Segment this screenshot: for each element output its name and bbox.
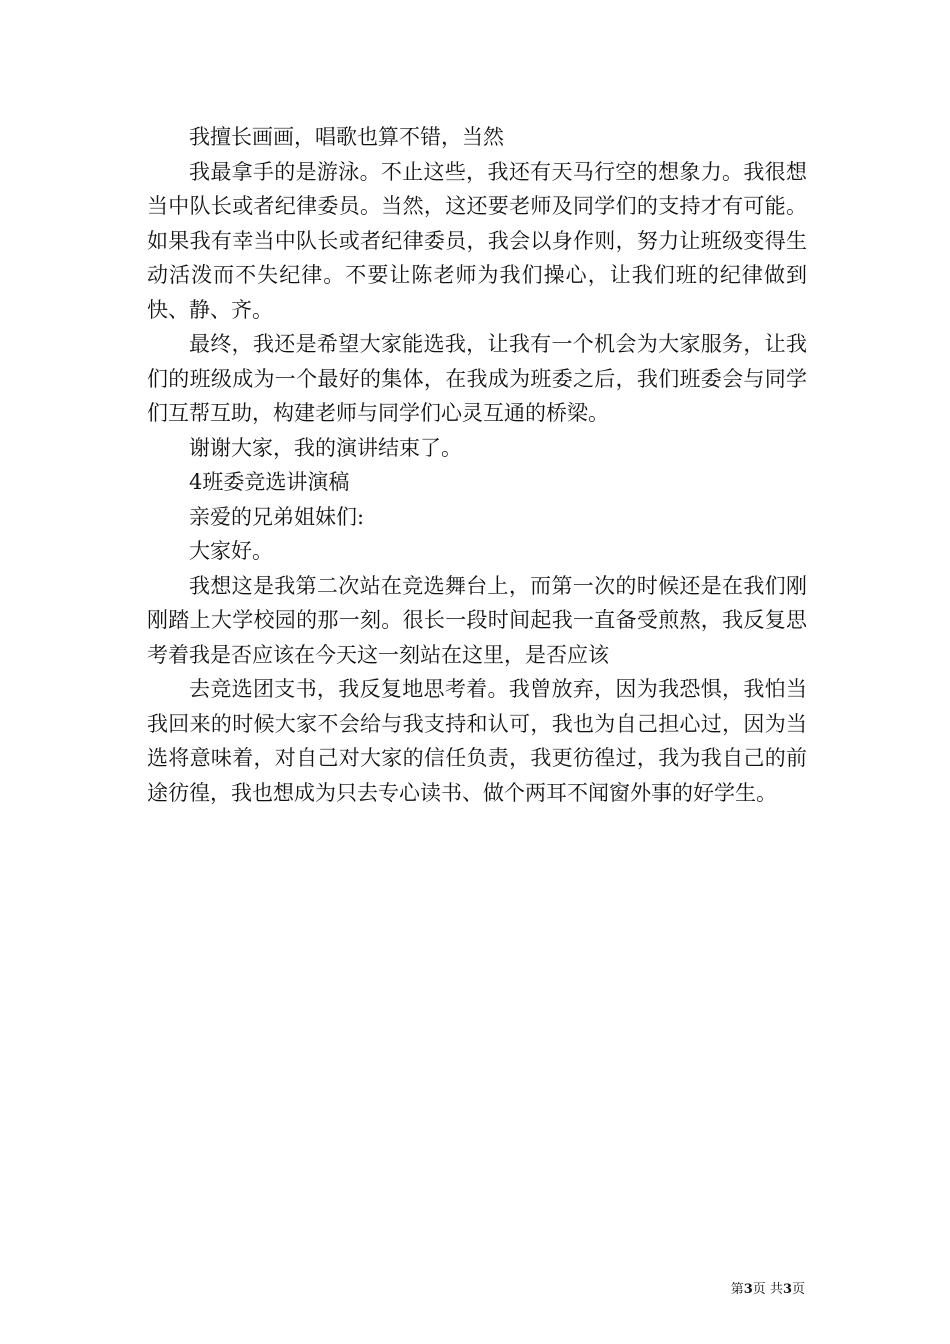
salutation: 亲爱的兄弟姐妹们:: [189, 504, 365, 529]
footer-prefix: 第: [730, 1282, 744, 1297]
section-title: 4班委竞选讲演稿: [189, 470, 350, 494]
paragraph: 我想这是我第二次站在竞选舞台上，而第一次的时候还是在我们刚刚踏上大学校园的那一刻。很长一段时间起我一直备受煎熬，我反复思考着我是否应该在今天这一刻站在这里，是否应该: [147, 573, 807, 667]
greeting: 大家好。: [189, 539, 273, 563]
document-body: [147, 120, 807, 810]
paragraph: 最终，我还是希望大家能选我，让我有一个机会为大家服务，让我们的班级成为一个最好的集体，在我成为班委之后，我们班委会与同学们互帮互助，构建老师与同学们心灵互通的桥梁。: [147, 332, 807, 425]
page-number-footer: [731, 1282, 805, 1298]
footer-suffix: 页: [791, 1282, 805, 1297]
paragraph: 谢谢大家，我的演讲结束了。: [189, 435, 462, 460]
current-page-number: 3: [743, 1282, 753, 1297]
footer-middle: 页 共: [752, 1282, 783, 1297]
total-page-number: 3: [782, 1282, 792, 1297]
paragraph: 去竞选团支书，我反复地思考着。我曾放弃，因为我恐惧，我怕当我回来的时候大家不会给与我支持和认可，我也为自己担心过，因为当选将意味着，对自己对大家的信任负责，我更彷徨过，我为我自己的前途彷徨，我也想成为只去专心读书、做个两耳不闻窗外事的好学生。: [147, 677, 807, 805]
paragraph: 我最拿手的是游泳。不止这些，我还有天马行空的想象力。我很想当中队长或者纪律委员。当然，这还要老师及同学们的支持才有可能。如果我有幸当中队长或者纪律委员，我会以身作则，努力让班级变得生动活泼而不失纪律。不要让陈老师为我们操心，让我们班的纪律做到快、静、齐。: [147, 159, 807, 322]
paragraph: 我擅长画画，唱歌也算不错，当然: [189, 125, 504, 149]
